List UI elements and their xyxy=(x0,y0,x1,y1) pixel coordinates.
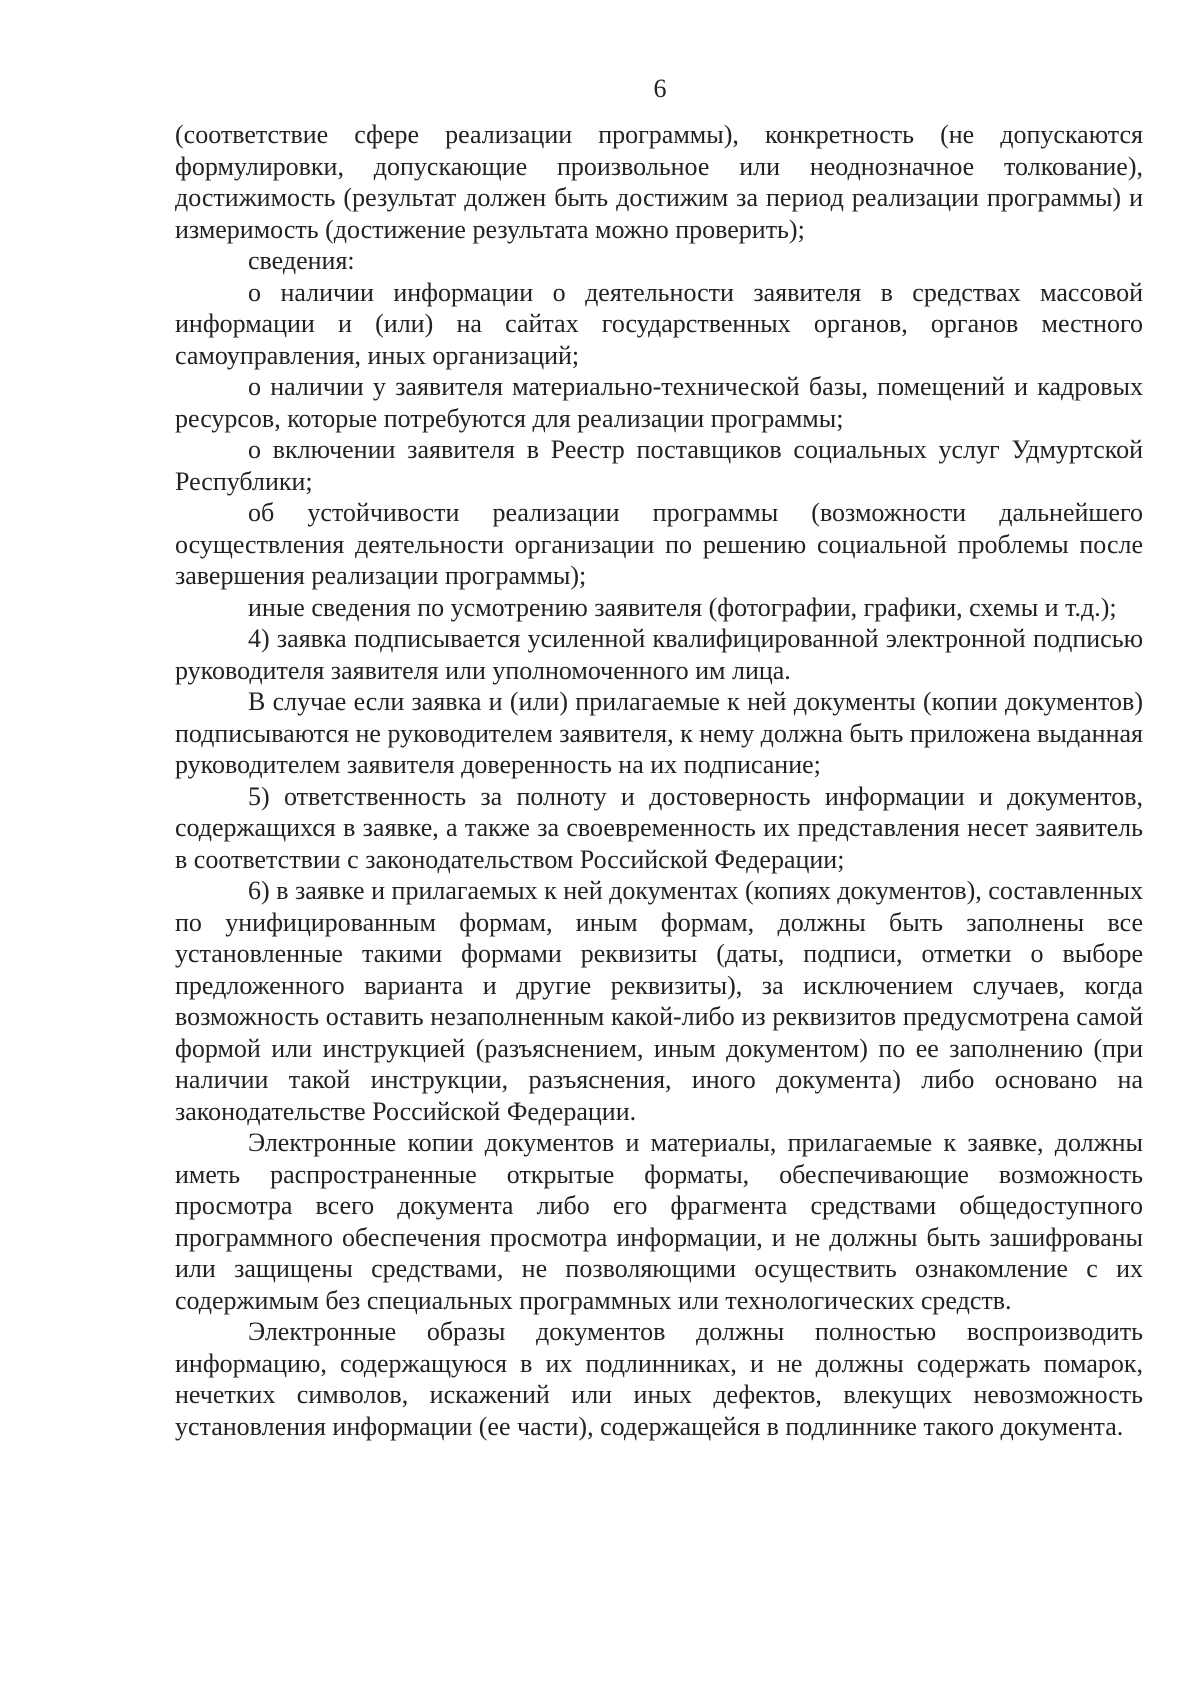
paragraph: 4) заявка подписывается усиленной квалифицированной электронной подписью руководителя заявителя или уполномоченного им лица. xyxy=(175,624,1143,685)
page-number: 6 xyxy=(653,74,667,103)
paragraph: 6) в заявке и прилагаемых к ней документах (копиях документов), составленных по унифицированным формам, иным формам, должны быть заполнены все установленные такими формами реквизиты (даты, подписи, отметки о выборе предложенного варианта и другие реквизиты), за исключением случаев, когда возможность оставить незаполненным какой-либо из реквизитов предусмотрена самой формой или инструкцией (разъяснением, иным документом) по ее заполнению (при наличии такой инструкции, разъяснения, иного документа) либо основано на законодательстве Российской Федерации. xyxy=(175,876,1143,1126)
paragraph: Электронные копии документов и материалы, прилагаемые к заявке, должны иметь распространенные открытые форматы, обеспечивающие возможность просмотра всего документа либо его фрагмента средствами общедоступного программного обеспечения просмотра информации, и не должны быть зашифрованы или защищены средствами, не позволяющими осуществить ознакомление с их содержимым без специальных программных или технологических средств. xyxy=(175,1128,1143,1315)
paragraph: В случае если заявка и (или) прилагаемые к ней документы (копии документов) подписываются не руководителем заявителя, к нему должна быть приложена выданная руководителем заявителя доверенность на их подписание; xyxy=(175,687,1143,779)
paragraph: о наличии информации о деятельности заявителя в средствах массовой информации и (или) на сайтах государственных органов, органов местного самоуправления, иных организаций; xyxy=(175,277,1143,370)
paragraph: о включении заявителя в Реестр поставщиков социальных услуг Удмуртской Республики; xyxy=(175,435,1143,496)
paragraph: о наличии у заявителя материально-технической базы, помещений и кадровых ресурсов, которые потребуются для реализации программы; xyxy=(175,372,1143,433)
paragraph: 5) ответственность за полноту и достоверность информации и документов, содержащихся в заявке, а также за своевременность их представления несет заявитель в соответствии с законодательством Российской Федерации; xyxy=(175,781,1143,874)
paragraph: (соответствие сфере реализации программы), конкретность (не допускаются формулировки, допускающие произвольное или неоднозначное толкование), достижимость (результат должен быть достижим за период реализации программы) и измеримость (достижение результата можно проверить); xyxy=(175,120,1143,244)
document-body xyxy=(175,119,1143,1442)
paragraph: иные сведения по усмотрению заявителя (фотографии, графики, схемы и т.д.); xyxy=(248,592,1117,622)
paragraph: сведения: xyxy=(248,246,355,275)
paragraph: Электронные образы документов должны полностью воспроизводить информацию, содержащуюся в их подлинниках, и не должны содержать помарок, нечетких символов, искажений или иных дефектов, влекущих невозможность установления информации (ее части), содержащейся в подлиннике такого документа. xyxy=(175,1317,1143,1441)
paragraph: об устойчивости реализации программы (возможности дальнейшего осуществления деятельности организации по решению социальной проблемы после завершения реализации программы); xyxy=(175,498,1143,590)
